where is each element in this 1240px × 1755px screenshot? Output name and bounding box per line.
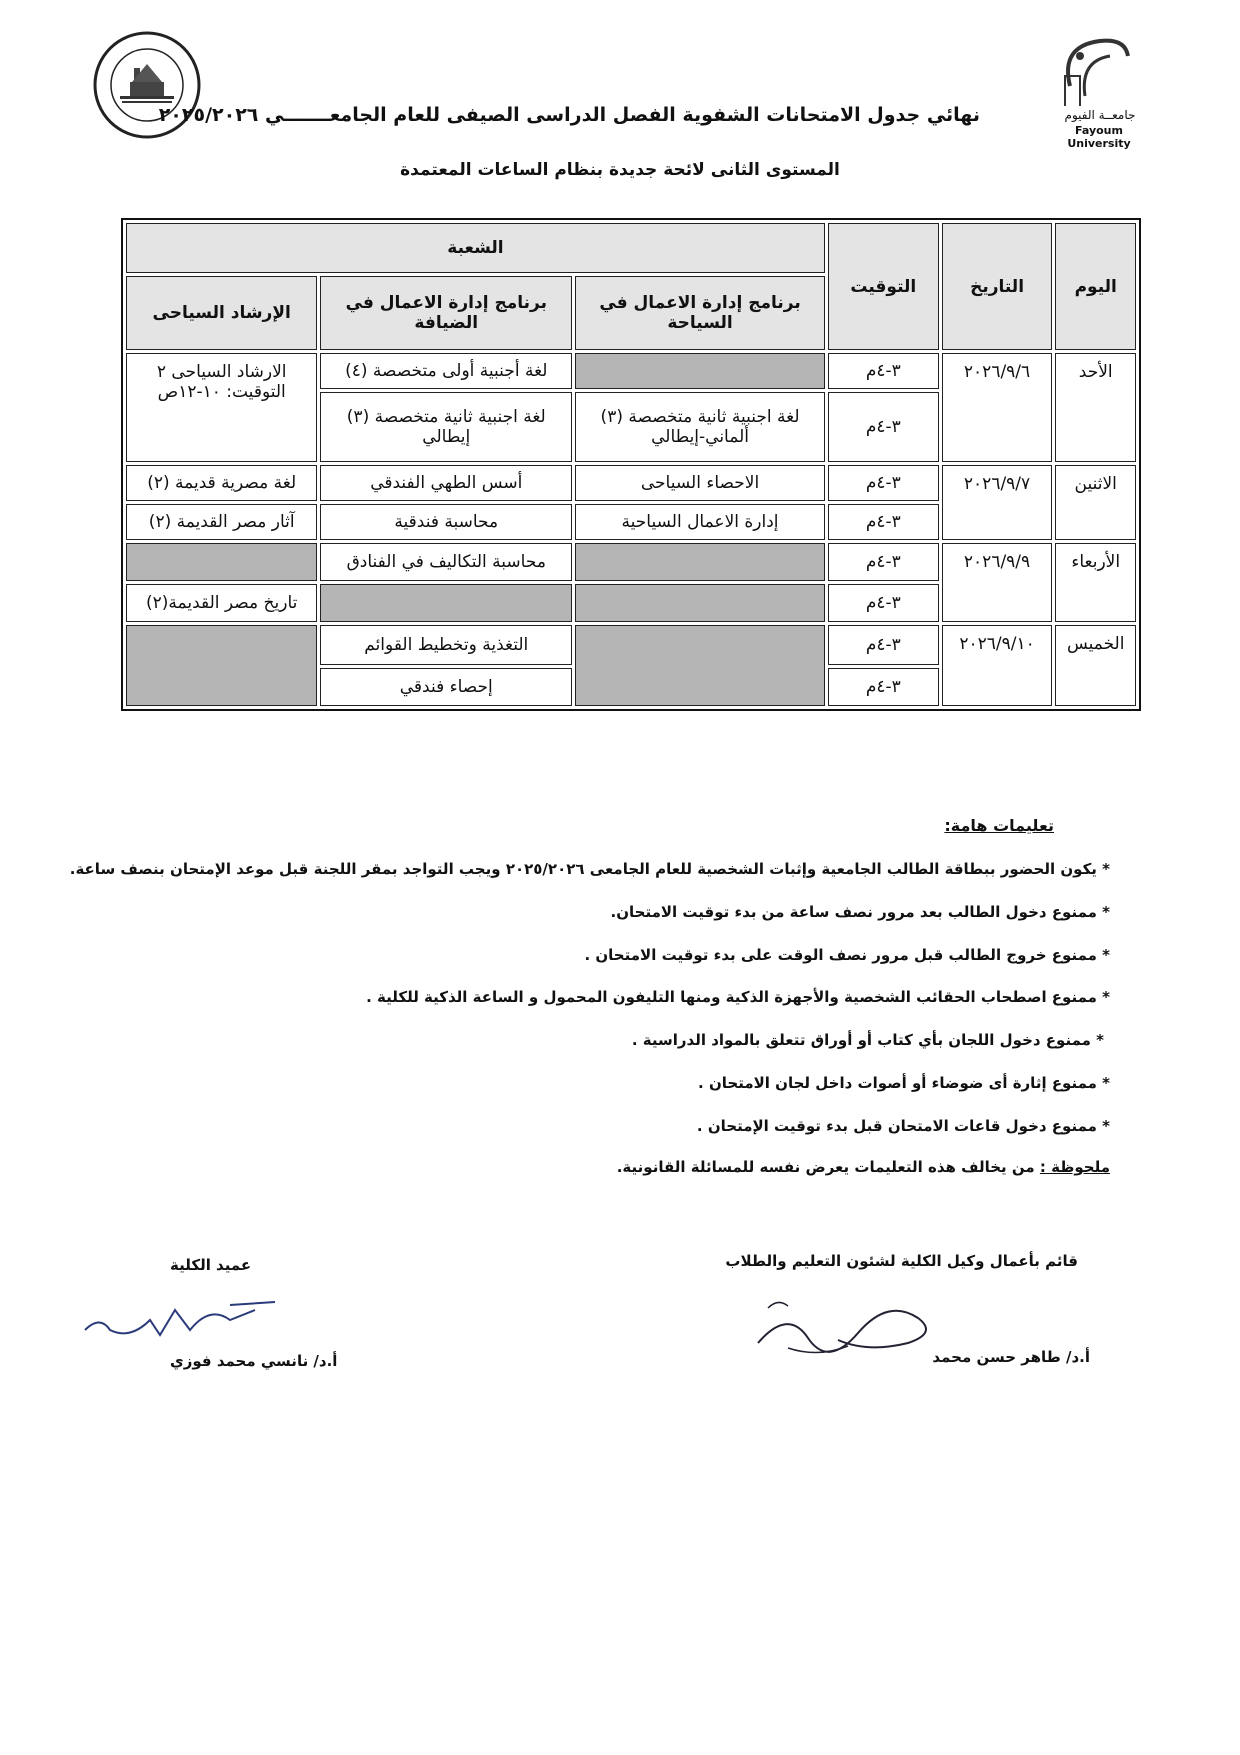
table-cell: محاسبة التكاليف في الفنادق	[320, 543, 572, 581]
table-cell: إحصاء فندقي	[320, 668, 572, 706]
instruction-item: * ممنوع خروج الطالب قبل مرور نصف الوقت على بدء توقيت الامتحان .	[584, 946, 1110, 964]
time-cell: ٣-٤م	[828, 543, 939, 581]
header-tourism-program: برنامج إدارة الاعمال في السياحة	[575, 276, 825, 350]
table-cell: التغذية وتخطيط القوائم	[320, 625, 572, 665]
table-cell: محاسبة فندقية	[320, 504, 572, 540]
time-cell: ٣-٤م	[828, 625, 939, 665]
table-cell: الارشاد السياحى ٢ التوقيت: ١٠-١٢ص	[126, 353, 317, 462]
instruction-item: * ممنوع دخول اللجان بأي كتاب أو أوراق تتعلق بالمواد الدراسية .	[631, 1031, 1104, 1049]
day-cell: الأربعاء	[1055, 543, 1136, 622]
header-hospitality-program: برنامج إدارة الاعمال في الضيافة	[320, 276, 572, 350]
date-cell: ٢٠٢٦/٩/١٠	[942, 625, 1053, 706]
page-title: نهائي جدول الامتحانات الشفوية الفصل الدراسى الصيفى للعام الجامعـــــــي ٢٠٢٥/٢٠٢٦	[158, 104, 980, 126]
table-cell-empty	[126, 543, 317, 581]
time-cell: ٣-٤م	[828, 584, 939, 622]
vice-dean-name: أ.د/ طاهر حسن محمد	[932, 1348, 1090, 1366]
date-cell: ٢٠٢٦/٩/٦	[942, 353, 1053, 462]
header-day: اليوم	[1055, 223, 1136, 350]
instructions-note	[617, 1158, 1110, 1176]
dean-name: أ.د/ نانسي محمد فوزي	[170, 1352, 338, 1370]
exam-schedule-table	[121, 218, 1141, 711]
table-cell: الاحصاء السياحى	[575, 465, 825, 501]
page-subtitle: المستوى الثانى لائحة جديدة بنظام الساعات المعتمدة	[400, 160, 840, 180]
instruction-item: * يكون الحضور ببطاقة الطالب الجامعية وإثبات الشخصية للعام الجامعى ٢٠٢٥/٢٠٢٦ ويجب التواجد بمقر اللجنة قبل موعد الإمتحان بنصف ساعة.	[69, 860, 1110, 878]
table-cell: آثار مصر القديمة (٢)	[126, 504, 317, 540]
table-cell-empty	[320, 584, 572, 622]
instruction-item: * ممنوع دخول قاعات الامتحان قبل بدء توقيت الإمتحان .	[696, 1117, 1110, 1135]
table-cell: إدارة الاعمال السياحية	[575, 504, 825, 540]
time-cell: ٣-٤م	[828, 392, 939, 462]
note-label: ملحوظة :	[1039, 1158, 1110, 1176]
vice-dean-title: قائم بأعمال وكيل الكلية لشئون التعليم والطلاب	[725, 1252, 1078, 1270]
instruction-item: * ممنوع دخول الطالب بعد مرور نصف ساعة من بدء توقيت الامتحان.	[610, 903, 1110, 921]
instruction-item: * ممنوع إثارة أى ضوضاء أو أصوات داخل لجان الامتحان .	[698, 1074, 1110, 1092]
table-cell-empty	[575, 584, 825, 622]
time-cell: ٣-٤م	[828, 668, 939, 706]
table-cell-empty	[575, 353, 825, 389]
table-cell-empty	[575, 625, 825, 706]
table-cell-empty	[575, 543, 825, 581]
note-text: من يخالف هذه التعليمات يعرض نفسه للمسائلة القانونية.	[616, 1158, 1035, 1176]
table-cell: لغة اجنبية ثانية متخصصة (٣) ألماني-إيطالي	[575, 392, 825, 462]
university-name-en: Fayoum University	[1067, 124, 1131, 150]
dean-signature	[80, 1290, 280, 1350]
day-cell: الاثنين	[1055, 465, 1136, 540]
table-cell: لغة مصرية قديمة (٢)	[126, 465, 317, 501]
table-cell: أسس الطهي الفندقي	[320, 465, 572, 501]
time-cell: ٣-٤م	[828, 465, 939, 501]
instructions-heading: تعليمات هامة:	[944, 816, 1054, 835]
dean-title: عميد الكلية	[170, 1256, 252, 1274]
header-division: الشعبة	[126, 223, 825, 273]
table-cell: تاريخ مصر القديمة(٢)	[126, 584, 317, 622]
day-cell: الأحد	[1055, 353, 1136, 462]
university-name-ar: جامعــة الفيوم	[1064, 108, 1136, 122]
day-cell: الخميس	[1055, 625, 1136, 706]
table-cell-empty	[126, 625, 317, 706]
instruction-item: * ممنوع اصطحاب الحقائب الشخصية والأجهزة الذكية ومنها التليفون المحمول و الساعة الذكية للكلية .	[366, 988, 1110, 1006]
header-tourist-guidance: الإرشاد السياحى	[126, 276, 317, 350]
table-cell: لغة اجنبية ثانية متخصصة (٣) إيطالي	[320, 392, 572, 462]
date-cell: ٢٠٢٦/٩/٧	[942, 465, 1053, 540]
time-cell: ٣-٤م	[828, 353, 939, 389]
time-cell: ٣-٤م	[828, 504, 939, 540]
date-cell: ٢٠٢٦/٩/٩	[942, 543, 1053, 622]
header-date: التاريخ	[942, 223, 1053, 350]
header-time: التوقيت	[828, 223, 939, 350]
table-cell: لغة أجنبية أولى متخصصة (٤)	[320, 353, 572, 389]
